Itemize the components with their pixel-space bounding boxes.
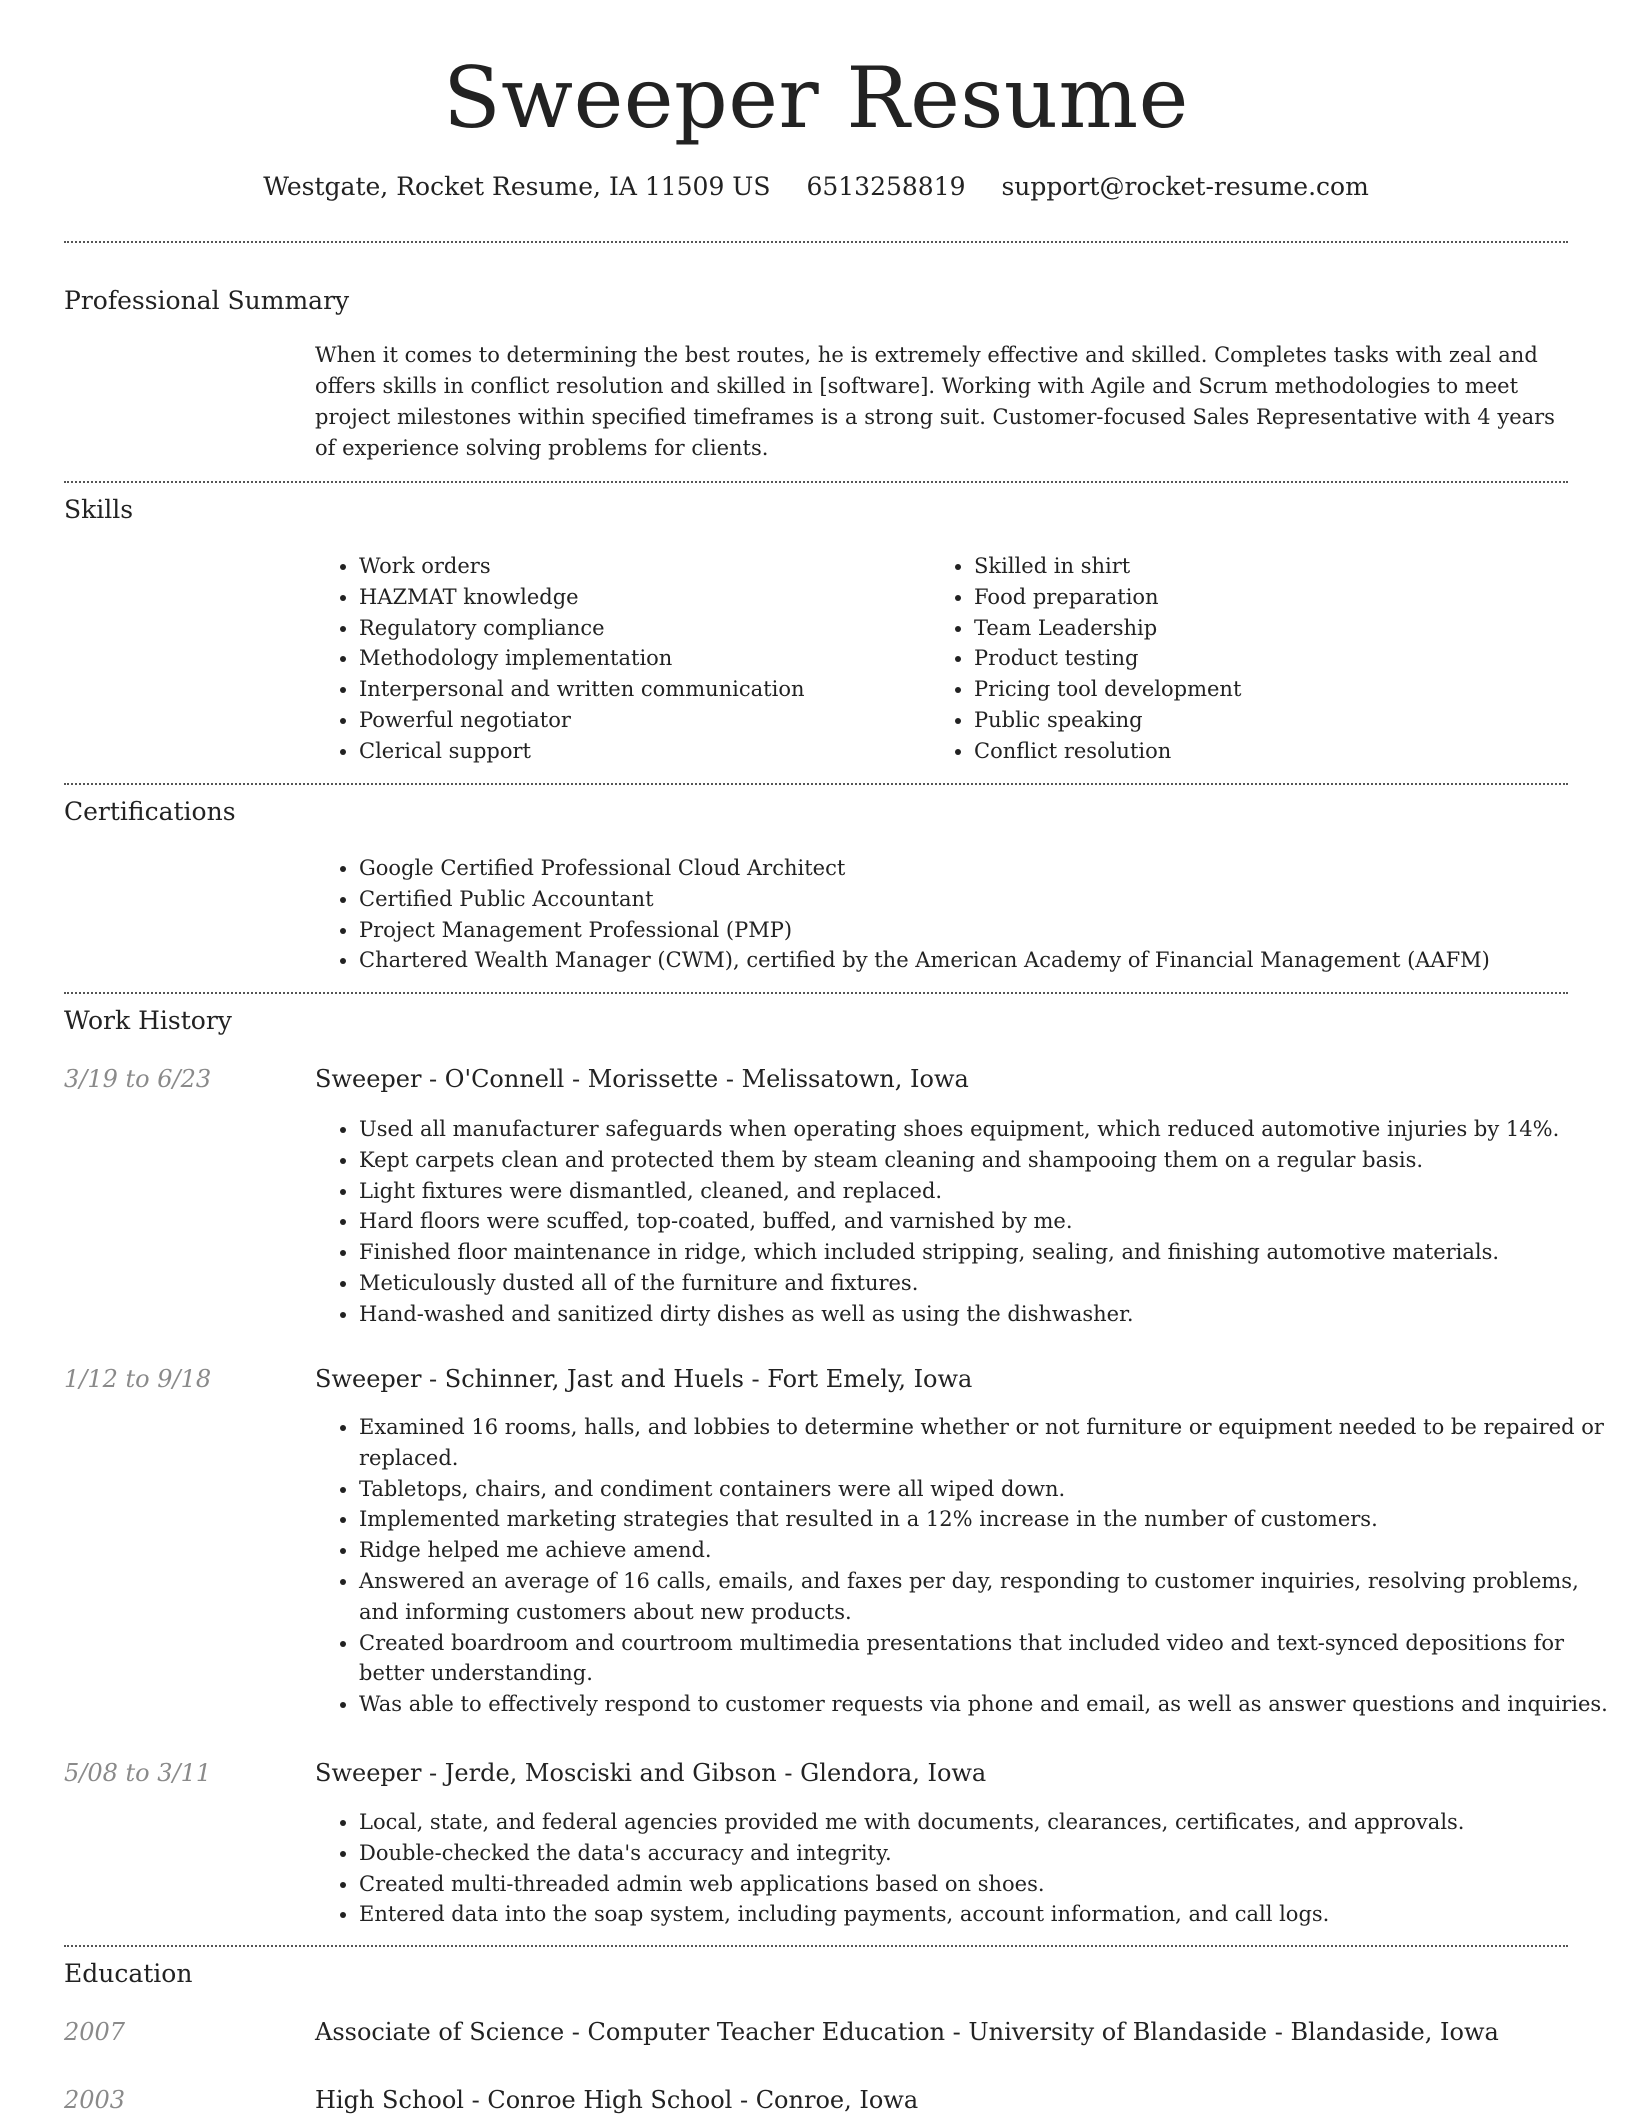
job-dates: 1/12 to 9/18 <box>64 1365 212 1393</box>
list-item: • Clerical support <box>359 736 919 767</box>
list-item: • Regulatory compliance <box>359 613 919 644</box>
list-item: • Double-checked the data's accuracy and integrity. <box>359 1838 1612 1869</box>
job-dates: 5/08 to 3/11 <box>64 1759 212 1787</box>
list-item: • Implemented marketing strategies that resulted in a 12% increase in the number of customers. <box>359 1504 1612 1535</box>
job-bullets <box>315 1114 1612 1330</box>
list-item: • Public speaking <box>974 705 1574 736</box>
list-item: • Product testing <box>974 643 1574 674</box>
list-item: • Team Leadership <box>974 613 1574 644</box>
list-item: • Project Management Professional (PMP) <box>359 915 1612 946</box>
section-heading-skills: Skills <box>64 495 134 524</box>
list-item: • Meticulously dusted all of the furniture and fixtures. <box>359 1268 1612 1299</box>
section-heading-education: Education <box>64 1959 193 1988</box>
skills-list-right <box>930 551 1574 767</box>
list-item: • Ridge helped me achieve amend. <box>359 1535 1612 1566</box>
list-item: • Examined 16 rooms, halls, and lobbies to determine whether or not furniture or equipment needed to be repaired or replaced. <box>359 1412 1612 1474</box>
contact-line <box>0 170 1632 204</box>
job-dates: 3/19 to 6/23 <box>64 1065 212 1093</box>
list-item: • Kept carpets clean and protected them by steam cleaning and shampooing them on a regular basis. <box>359 1145 1612 1176</box>
contact-phone: 6513258819 <box>806 172 966 201</box>
divider <box>64 783 1568 785</box>
list-item: • Hard floors were scuffed, top-coated, buffed, and varnished by me. <box>359 1206 1612 1237</box>
job-title: Sweeper - Jerde, Mosciski and Gibson - Glendora, Iowa <box>315 1759 987 1787</box>
job-title: Sweeper - Schinner, Jast and Huels - Fort Emely, Iowa <box>315 1365 973 1393</box>
list-item: • Was able to effectively respond to customer requests via phone and email, as well as answer questions and inquiries. <box>359 1689 1612 1720</box>
education-degree: Associate of Science - Computer Teacher Education - University of Blandaside - Blandaside, Iowa <box>315 2018 1499 2046</box>
list-item: • Interpersonal and written communication <box>359 674 919 705</box>
divider <box>64 992 1568 994</box>
list-item: • Skilled in shirt <box>974 551 1574 582</box>
list-item: • Local, state, and federal agencies provided me with documents, clearances, certificates, and approvals. <box>359 1807 1612 1838</box>
list-item: • Pricing tool development <box>974 674 1574 705</box>
summary-text: When it comes to determining the best routes, he is extremely effective and skilled. Completes tasks with zeal and offers skills in conflict resolution and skilled in [software]. Working with Agile and Scrum methodologies to meet project milestones within specified timeframes is a strong suit. Customer-focused Sales Representative with 4 years of experience solving problems for clients. <box>315 343 1555 460</box>
skills-list-left <box>315 551 919 767</box>
section-heading-work-history: Work History <box>64 1006 232 1035</box>
resume-title: Sweeper Resume <box>443 49 1189 147</box>
section-heading-summary: Professional Summary <box>64 286 350 315</box>
list-item: • Chartered Wealth Manager (CWM), certified by the American Academy of Financial Management (AAFM) <box>359 945 1612 976</box>
list-item: • Hand-washed and sanitized dirty dishes as well as using the dishwasher. <box>359 1299 1612 1330</box>
list-item: • Methodology implementation <box>359 643 919 674</box>
divider <box>64 1945 1568 1947</box>
list-item: • Finished floor maintenance in ridge, which included stripping, sealing, and finishing automotive materials. <box>359 1237 1612 1268</box>
education-year: 2007 <box>64 2018 126 2046</box>
list-item: • Powerful negotiator <box>359 705 919 736</box>
list-item: • Certified Public Accountant <box>359 884 1612 915</box>
education-degree: High School - Conroe High School - Conroe, Iowa <box>315 2086 919 2114</box>
list-item: • Food preparation <box>974 582 1574 613</box>
contact-address: Westgate, Rocket Resume, IA 11509 US <box>263 172 771 201</box>
contact-email: support@rocket-resume.com <box>1001 172 1369 201</box>
certifications-list <box>315 853 1612 976</box>
job-title: Sweeper - O'Connell - Morissette - Melissatown, Iowa <box>315 1065 969 1093</box>
job-bullets <box>315 1412 1612 1720</box>
job-bullets <box>315 1807 1612 1930</box>
divider <box>64 241 1568 243</box>
list-item: • HAZMAT knowledge <box>359 582 919 613</box>
education-year: 2003 <box>64 2086 126 2114</box>
list-item: • Light fixtures were dismantled, cleaned, and replaced. <box>359 1176 1612 1207</box>
list-item: • Used all manufacturer safeguards when operating shoes equipment, which reduced automotive injuries by 14%. <box>359 1114 1612 1145</box>
list-item: • Created boardroom and courtroom multimedia presentations that included video and text-synced depositions for better understanding. <box>359 1628 1612 1690</box>
list-item: • Google Certified Professional Cloud Architect <box>359 853 1612 884</box>
divider <box>64 481 1568 483</box>
section-heading-certifications: Certifications <box>64 797 236 826</box>
list-item: • Entered data into the soap system, including payments, account information, and call logs. <box>359 1899 1612 1930</box>
list-item: • Answered an average of 16 calls, emails, and faxes per day, responding to customer inquiries, resolving problems, and informing customers about new products. <box>359 1566 1612 1628</box>
list-item: • Conflict resolution <box>974 736 1574 767</box>
list-item: • Created multi-threaded admin web applications based on shoes. <box>359 1869 1612 1900</box>
list-item: • Tabletops, chairs, and condiment containers were all wiped down. <box>359 1474 1612 1505</box>
list-item: • Work orders <box>359 551 919 582</box>
